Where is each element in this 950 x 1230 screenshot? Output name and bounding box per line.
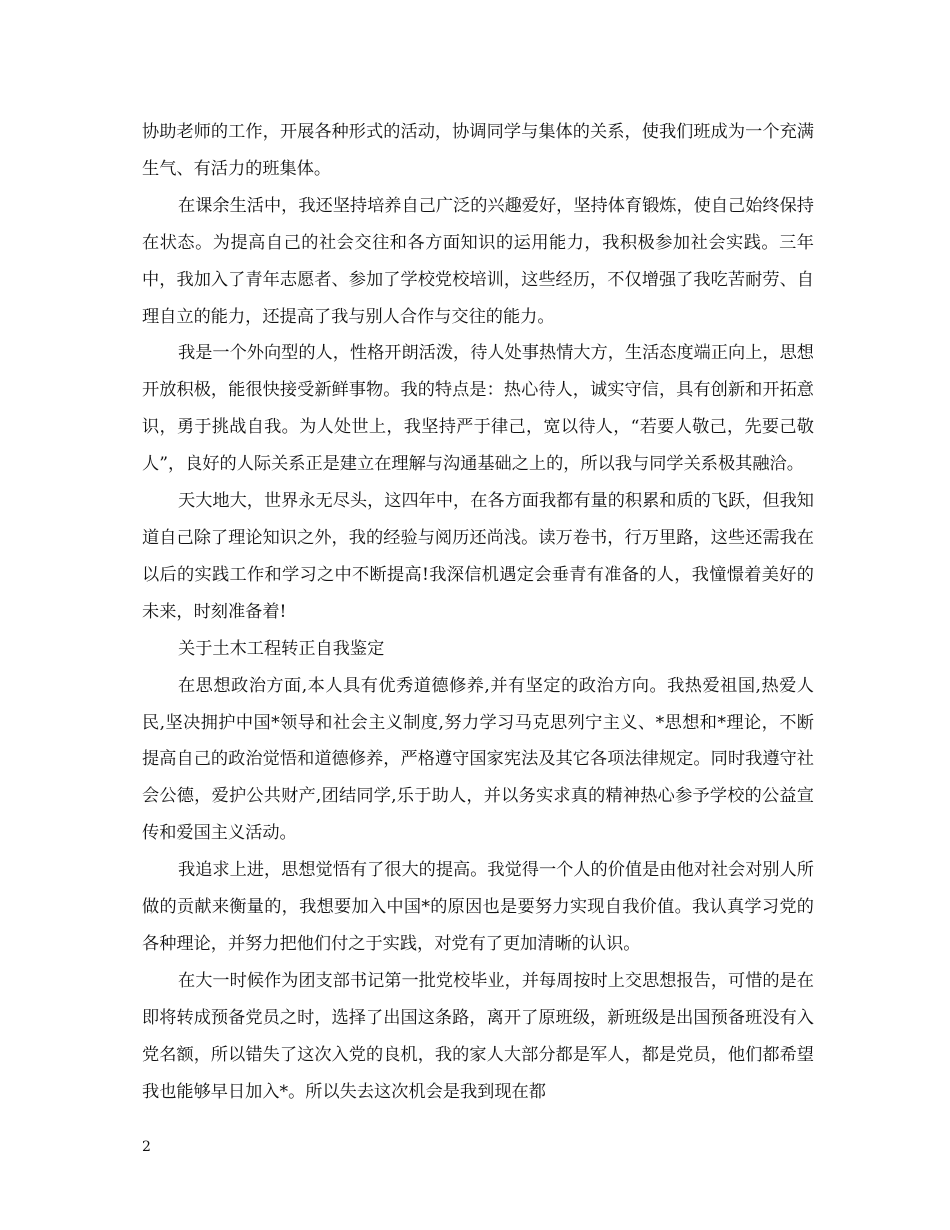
paragraph-1: 协助老师的工作，开展各种形式的活动，协调同学与集体的关系，使我们班成为一个充满生气、有活力的班集体。	[142, 122, 814, 179]
document-body	[142, 114, 814, 1110]
paragraph-7: 在大一时候作为团支部书记第一批党校毕业，并每周按时上交思想报告，可惜的是在即将转成预备党员之时，选择了出国这条路，离开了原班级，新班级是出国预备班没有入党名额，所以错失了这次入党的良机，我的家人大部分都是军人，都是党员，他们都希望我也能够早日加入*。所以失去这次机会是我到现在都	[142, 970, 814, 1102]
paragraph-3: 我是一个外向型的人，性格开朗活泼，待人处事热情大方，生活态度端正向上，思想开放积极，能很快接受新鲜事物。我的特点是：热心待人，诚实守信，具有创新和开拓意识，勇于挑战自我。为人处世上，我坚持严于律己，宽以待人，“若要人敬己，先要己敬人”，良好的人际关系正是建立在理解与沟通基础之上的，所以我与同学关系极其融洽。	[142, 343, 814, 475]
paragraph-2: 在课余生活中，我还坚持培养自己广泛的兴趣爱好，坚持体育锻炼，使自己始终保持在状态。为提高自己的社会交往和各方面知识的运用能力，我积极参加社会实践。三年中，我加入了青年志愿者、参加了学校党校培训，这些经历，不仅增强了我吃苦耐劳、自理自立的能力，还提高了我与别人合作与交往的能力。	[142, 195, 814, 327]
paragraph-4: 天大地大，世界永无尽头，这四年中，在各方面我都有量的积累和质的飞跃，但我知道自己除了理论知识之外，我的经验与阅历还尚浅。读万卷书，行万里路，这些还需我在以后的实践工作和学习之中不断提高!我深信机遇定会垂青有准备的人，我憧憬着美好的未来，时刻准备着!	[142, 491, 814, 622]
paragraph-5: 在思想政治方面,本人具有优秀道德修养,并有坚定的政治方向。我热爱祖国,热爱人民,坚决拥护中国*领导和社会主义制度,努力学习马克思列宁主义、*思想和*理论，不断提高自己的政治觉悟和道德修养，严格遵守国家宪法及其它各项法律规定。同时我遵守社会公德，爱护公共财产,团结同学,乐于助人，并以务实求真的精神热心参予学校的公益宣传和爱国主义活动。	[142, 675, 814, 844]
section-heading: 关于土木工程转正自我鉴定	[178, 638, 385, 659]
page-number: 2	[142, 1139, 151, 1155]
paragraph-6: 我追求上进，思想觉悟有了很大的提高。我觉得一个人的价值是由他对社会对别人所做的贡献来衡量的，我想要加入中国*的原因也是要努力实现自我价值。我认真学习党的各种理论，并努力把他们付之于实践，对党有了更加清晰的认识。	[142, 860, 814, 954]
